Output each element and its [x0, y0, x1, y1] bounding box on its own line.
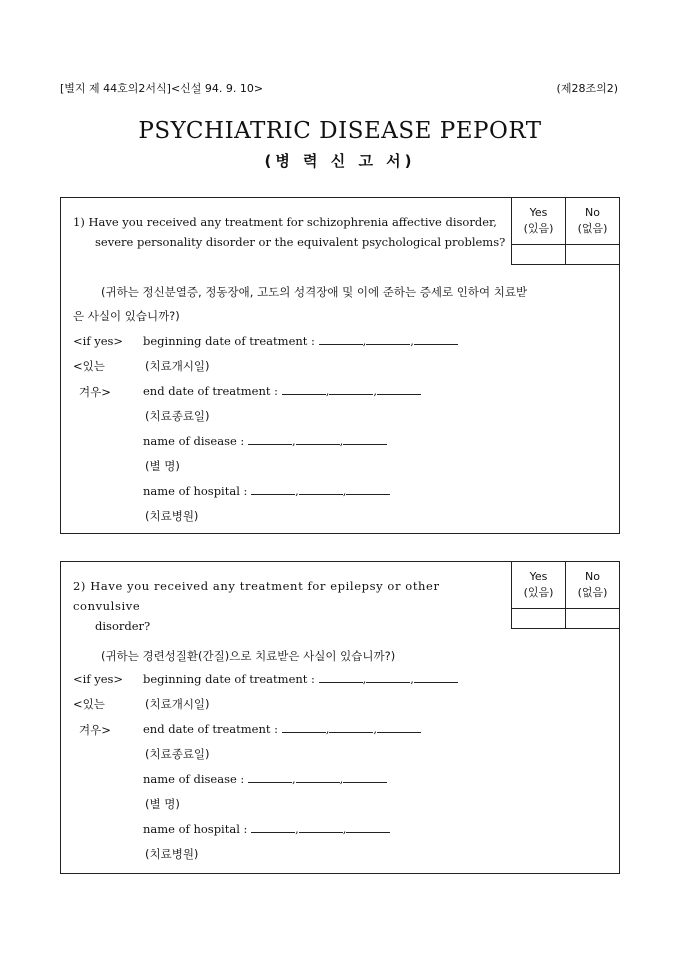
- if-yes-label: <if yes>: [73, 334, 124, 348]
- disease-field-3[interactable]: [343, 772, 387, 783]
- question-1: [73, 212, 505, 252]
- begin-date-row: beginning date of treatment : , ,: [143, 334, 458, 348]
- no-label: No: [585, 206, 600, 219]
- no-header: [566, 562, 619, 609]
- end-day-field[interactable]: [377, 722, 421, 733]
- yes-label: Yes: [529, 570, 548, 583]
- disease-field-3[interactable]: [343, 434, 387, 445]
- no-korean: (없음): [577, 222, 608, 235]
- begin-date-korean: (치료개시일): [145, 359, 210, 373]
- no-header: [566, 198, 619, 245]
- page-subtitle: (병 력 신 고 서): [264, 152, 416, 170]
- disease-label: name of disease :: [143, 434, 245, 448]
- form-number: [별지 제 44호의2서식]<신설 94. 9. 10>: [60, 82, 264, 95]
- yes-checkbox[interactable]: [512, 245, 566, 265]
- end-date-row: end date of treatment : , ,: [143, 384, 421, 398]
- korean-question-line-2: 은 사실이 있습니까?): [73, 309, 180, 323]
- disease-field-2[interactable]: [296, 772, 340, 783]
- if-yes-label: <if yes>: [73, 672, 124, 686]
- question-line-1: 1) Have you received any treatment for schizophrenia affective disorder,: [73, 215, 497, 229]
- disease-label: name of disease :: [143, 772, 245, 786]
- yes-header: [512, 198, 566, 245]
- yes-checkbox[interactable]: [512, 609, 566, 629]
- disease-field-1[interactable]: [248, 772, 292, 783]
- begin-date-row: beginning date of treatment : , ,: [143, 672, 458, 686]
- page-title: PSYCHIATRIC DISEASE PEPORT: [138, 118, 542, 144]
- hospital-korean: (치료병원): [145, 847, 199, 861]
- end-day-field[interactable]: [377, 384, 421, 395]
- end-month-field[interactable]: [329, 722, 373, 733]
- begin-month-field[interactable]: [366, 334, 410, 345]
- hospital-field-2[interactable]: [299, 822, 343, 833]
- no-checkbox[interactable]: [566, 245, 619, 265]
- korean-question-line-1: (귀하는 경련성질환(간질)으로 치료받은 사실이 있습니까?): [101, 649, 396, 663]
- if-yes-korean-2: 겨우>: [79, 723, 111, 737]
- end-month-field[interactable]: [329, 384, 373, 395]
- hospital-field-2[interactable]: [299, 484, 343, 495]
- yes-no-table-1: [511, 198, 619, 265]
- yes-header: [512, 562, 566, 609]
- end-date-label: end date of treatment :: [143, 722, 279, 736]
- begin-year-field[interactable]: [319, 334, 363, 345]
- article-reference: (제28조의2): [556, 82, 618, 95]
- begin-date-label: beginning date of treatment :: [143, 672, 315, 686]
- end-date-label: end date of treatment :: [143, 384, 279, 398]
- end-year-field[interactable]: [282, 722, 326, 733]
- disease-field-2[interactable]: [296, 434, 340, 445]
- yes-label: Yes: [529, 206, 548, 219]
- begin-day-field[interactable]: [414, 334, 458, 345]
- if-yes-korean-1: <있는: [73, 697, 105, 711]
- yes-korean: (있음): [523, 222, 554, 235]
- no-label: No: [585, 570, 600, 583]
- end-date-korean: (치료종료일): [145, 747, 210, 761]
- korean-question-line-1: (귀하는 정신분열증, 정동장애, 고도의 성격장애 및 이에 준하는 증세로 인하여 치료받: [101, 285, 528, 299]
- hospital-label: name of hospital :: [143, 822, 248, 836]
- question-line-2: disorder?: [95, 619, 151, 633]
- disease-field-1[interactable]: [248, 434, 292, 445]
- question-line-1: 2) Have you received any treatment for epilepsy or other convulsive: [73, 579, 440, 613]
- question-2: [73, 576, 493, 636]
- section-1: [60, 197, 620, 534]
- disease-row: name of disease : , ,: [143, 772, 387, 786]
- begin-date-korean: (치료개시일): [145, 697, 210, 711]
- hospital-korean: (치료병원): [145, 509, 199, 523]
- end-date-korean: (치료종료일): [145, 409, 210, 423]
- begin-day-field[interactable]: [414, 672, 458, 683]
- disease-korean: (별 명): [145, 459, 180, 473]
- begin-month-field[interactable]: [366, 672, 410, 683]
- question-line-2: severe personality disorder or the equivalent psychological problems?: [95, 235, 506, 249]
- begin-date-label: beginning date of treatment :: [143, 334, 315, 348]
- hospital-field-3[interactable]: [346, 484, 390, 495]
- yes-korean: (있음): [523, 586, 554, 599]
- begin-year-field[interactable]: [319, 672, 363, 683]
- hospital-field-1[interactable]: [251, 484, 295, 495]
- section-2: [60, 561, 620, 874]
- hospital-field-1[interactable]: [251, 822, 295, 833]
- yes-no-table-2: [511, 562, 619, 629]
- end-date-row: end date of treatment : , ,: [143, 722, 421, 736]
- no-korean: (없음): [577, 586, 608, 599]
- hospital-field-3[interactable]: [346, 822, 390, 833]
- end-year-field[interactable]: [282, 384, 326, 395]
- hospital-row: name of hospital : , ,: [143, 822, 390, 836]
- disease-row: name of disease : , ,: [143, 434, 387, 448]
- hospital-label: name of hospital :: [143, 484, 248, 498]
- if-yes-korean-1: <있는: [73, 359, 105, 373]
- disease-korean: (별 명): [145, 797, 180, 811]
- hospital-row: name of hospital : , ,: [143, 484, 390, 498]
- if-yes-korean-2: 겨우>: [79, 385, 111, 399]
- no-checkbox[interactable]: [566, 609, 619, 629]
